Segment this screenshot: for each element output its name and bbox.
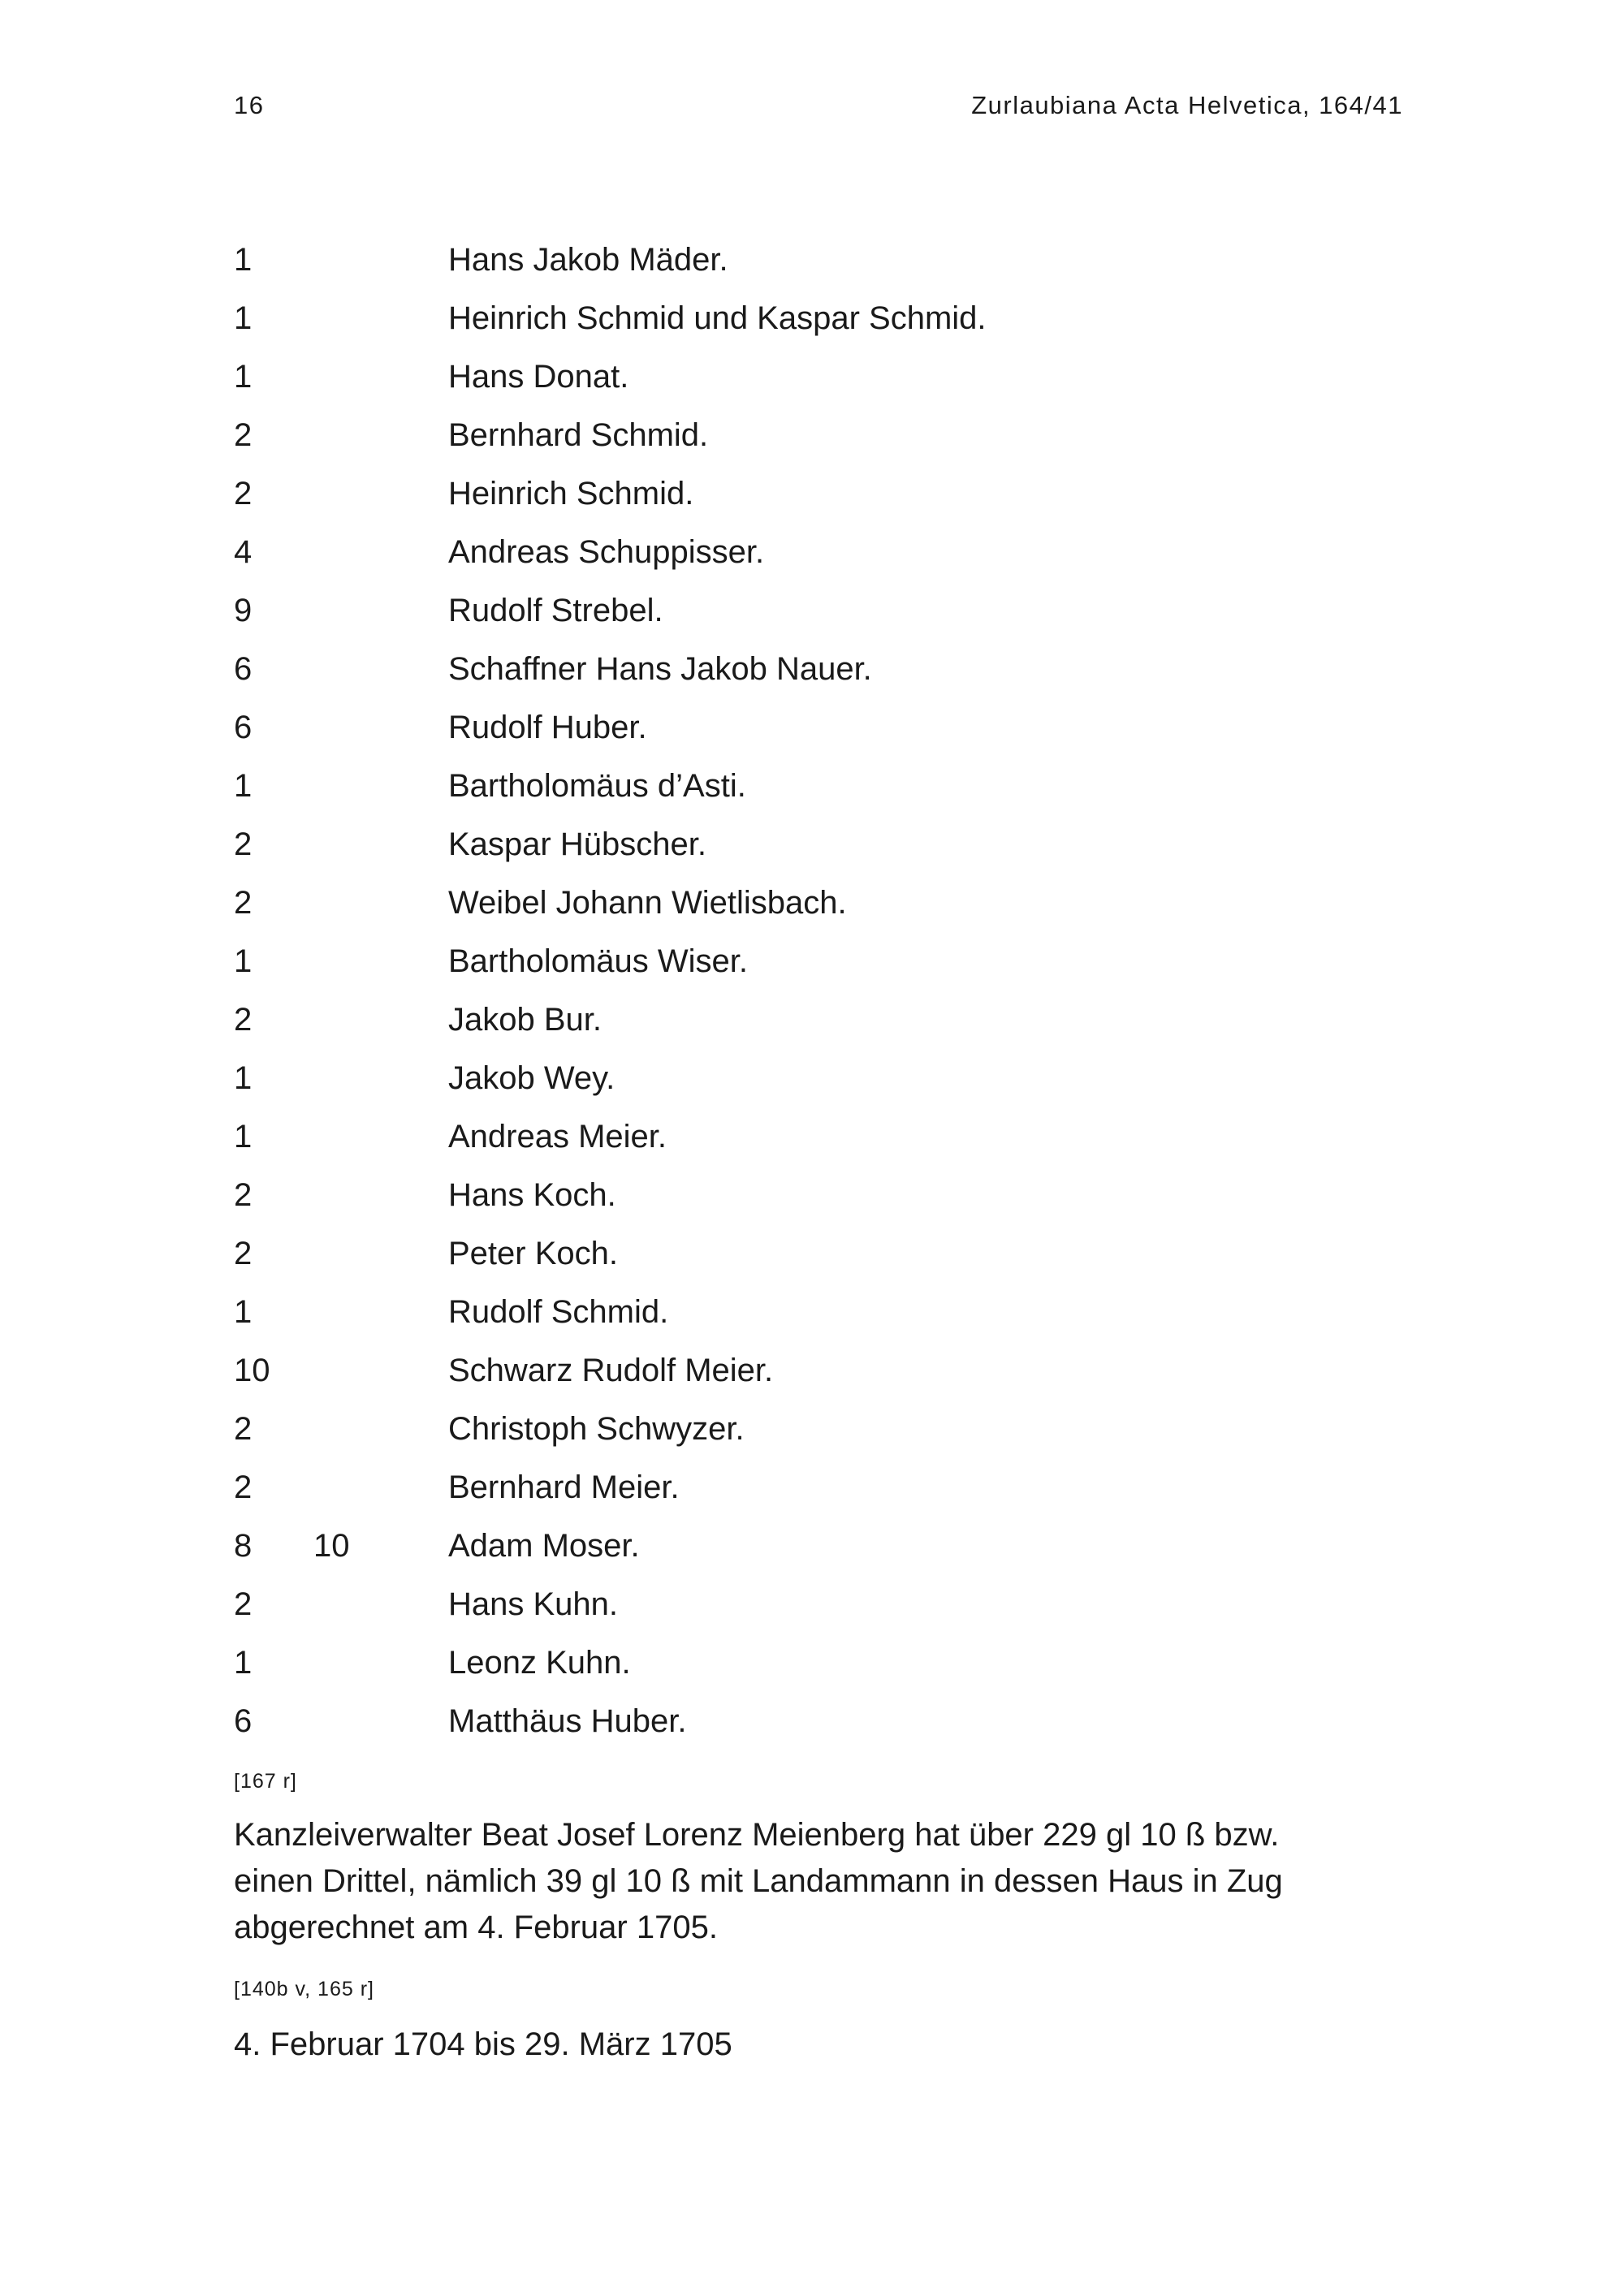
entry-amount: 1 bbox=[234, 1294, 253, 1330]
list-item bbox=[234, 471, 1403, 529]
entry-amount: 2 bbox=[234, 1470, 253, 1505]
entry-amount-secondary: 10 bbox=[313, 1528, 350, 1564]
entry-amount: 6 bbox=[234, 710, 253, 745]
entry-name: Hans Koch. bbox=[448, 1177, 616, 1213]
entry-name: Bartholomäus Wiser. bbox=[448, 943, 749, 979]
list-item bbox=[234, 1465, 1403, 1523]
list-item bbox=[234, 529, 1403, 588]
body-paragraph bbox=[234, 1812, 1403, 1951]
list-item bbox=[234, 588, 1403, 646]
list-item bbox=[234, 1289, 1403, 1348]
entry-amount: 1 bbox=[234, 943, 253, 979]
paragraph-line: Kanzleiverwalter Beat Josef Lorenz Meienberg hat über 229 gl 10 ß bzw. bbox=[234, 1817, 1280, 1853]
list-item bbox=[234, 296, 1403, 354]
entry-amount: 2 bbox=[234, 885, 253, 921]
list-item bbox=[234, 1231, 1403, 1289]
entry-amount: 1 bbox=[234, 1119, 253, 1154]
list-item bbox=[234, 763, 1403, 822]
entry-amount: 9 bbox=[234, 593, 253, 628]
entry-name: Leonz Kuhn. bbox=[448, 1645, 631, 1681]
entry-name: Hans Donat. bbox=[448, 359, 629, 395]
list-item bbox=[234, 705, 1403, 763]
entry-name: Bernhard Meier. bbox=[448, 1470, 680, 1505]
list-item bbox=[234, 646, 1403, 705]
entry-name: Rudolf Huber. bbox=[448, 710, 647, 745]
entry-name: Heinrich Schmid und Kaspar Schmid. bbox=[448, 300, 987, 336]
entry-name: Matthäus Huber. bbox=[448, 1703, 687, 1739]
entry-amount: 2 bbox=[234, 826, 253, 862]
entry-amount: 1 bbox=[234, 359, 253, 395]
entry-name: Hans Kuhn. bbox=[448, 1586, 619, 1622]
entry-amount: 2 bbox=[234, 476, 253, 511]
folio-reference: [140b v, 165 r] bbox=[234, 1978, 374, 2000]
entry-amount: 2 bbox=[234, 417, 253, 453]
entry-name: Schwarz Rudolf Meier. bbox=[448, 1353, 774, 1388]
entry-name: Rudolf Schmid. bbox=[448, 1294, 669, 1330]
list-item bbox=[234, 1055, 1403, 1114]
entry-amount: 8 bbox=[234, 1528, 253, 1564]
entry-name: Jakob Bur. bbox=[448, 1002, 603, 1038]
paragraph-line: abgerechnet am 4. Februar 1705. bbox=[234, 1910, 718, 1945]
list-item bbox=[234, 1172, 1403, 1231]
list-item bbox=[234, 880, 1403, 939]
entry-amount: 6 bbox=[234, 651, 253, 687]
entry-amount: 2 bbox=[234, 1411, 253, 1447]
entry-amount: 2 bbox=[234, 1236, 253, 1271]
paragraph-line: einen Drittel, nämlich 39 gl 10 ß mit Landammann in dessen Haus in Zug bbox=[234, 1863, 1283, 1899]
list-item bbox=[234, 822, 1403, 880]
entry-name: Andreas Meier. bbox=[448, 1119, 667, 1154]
running-title: Zurlaubiana Acta Helvetica, 164/41 bbox=[971, 91, 1403, 119]
entry-amount: 2 bbox=[234, 1177, 253, 1213]
list-item bbox=[234, 1348, 1403, 1406]
list-item bbox=[234, 1114, 1403, 1172]
date-range: 4. Februar 1704 bis 29. März 1705 bbox=[234, 2026, 732, 2062]
entry-amount: 4 bbox=[234, 534, 253, 570]
list-item bbox=[234, 939, 1403, 997]
list-item bbox=[234, 1640, 1403, 1698]
folio-reference: [167 r] bbox=[234, 1770, 297, 1793]
entry-amount: 10 bbox=[234, 1353, 270, 1388]
entry-name: Peter Koch. bbox=[448, 1236, 619, 1271]
list-item bbox=[234, 354, 1403, 412]
entry-amount: 1 bbox=[234, 300, 253, 336]
entry-name: Rudolf Strebel. bbox=[448, 593, 663, 628]
entry-amount: 1 bbox=[234, 1060, 253, 1096]
entries-list bbox=[234, 237, 1403, 1757]
entry-name: Jakob Wey. bbox=[448, 1060, 615, 1096]
entry-name: Heinrich Schmid. bbox=[448, 476, 694, 511]
entry-name: Hans Jakob Mäder. bbox=[448, 242, 728, 278]
list-item bbox=[234, 412, 1403, 471]
entry-amount: 1 bbox=[234, 768, 253, 804]
entry-name: Andreas Schuppisser. bbox=[448, 534, 765, 570]
list-item bbox=[234, 1523, 1403, 1582]
entry-amount: 1 bbox=[234, 242, 253, 278]
list-item bbox=[234, 997, 1403, 1055]
entry-amount: 6 bbox=[234, 1703, 253, 1739]
list-item bbox=[234, 1582, 1403, 1640]
entry-amount: 1 bbox=[234, 1645, 253, 1681]
list-item bbox=[234, 237, 1403, 296]
list-item bbox=[234, 1698, 1403, 1757]
entry-name: Christoph Schwyzer. bbox=[448, 1411, 745, 1447]
entry-amount: 2 bbox=[234, 1586, 253, 1622]
list-item bbox=[234, 1406, 1403, 1465]
entry-amount: 2 bbox=[234, 1002, 253, 1038]
entry-name: Weibel Johann Wietlisbach. bbox=[448, 885, 847, 921]
page-number: 16 bbox=[234, 91, 265, 119]
entry-name: Kaspar Hübscher. bbox=[448, 826, 706, 862]
entry-name: Bernhard Schmid. bbox=[448, 417, 709, 453]
page-header bbox=[234, 91, 1403, 132]
entry-name: Schaffner Hans Jakob Nauer. bbox=[448, 651, 872, 687]
entry-name: Bartholomäus d’Asti. bbox=[448, 768, 746, 804]
entry-name: Adam Moser. bbox=[448, 1528, 640, 1564]
